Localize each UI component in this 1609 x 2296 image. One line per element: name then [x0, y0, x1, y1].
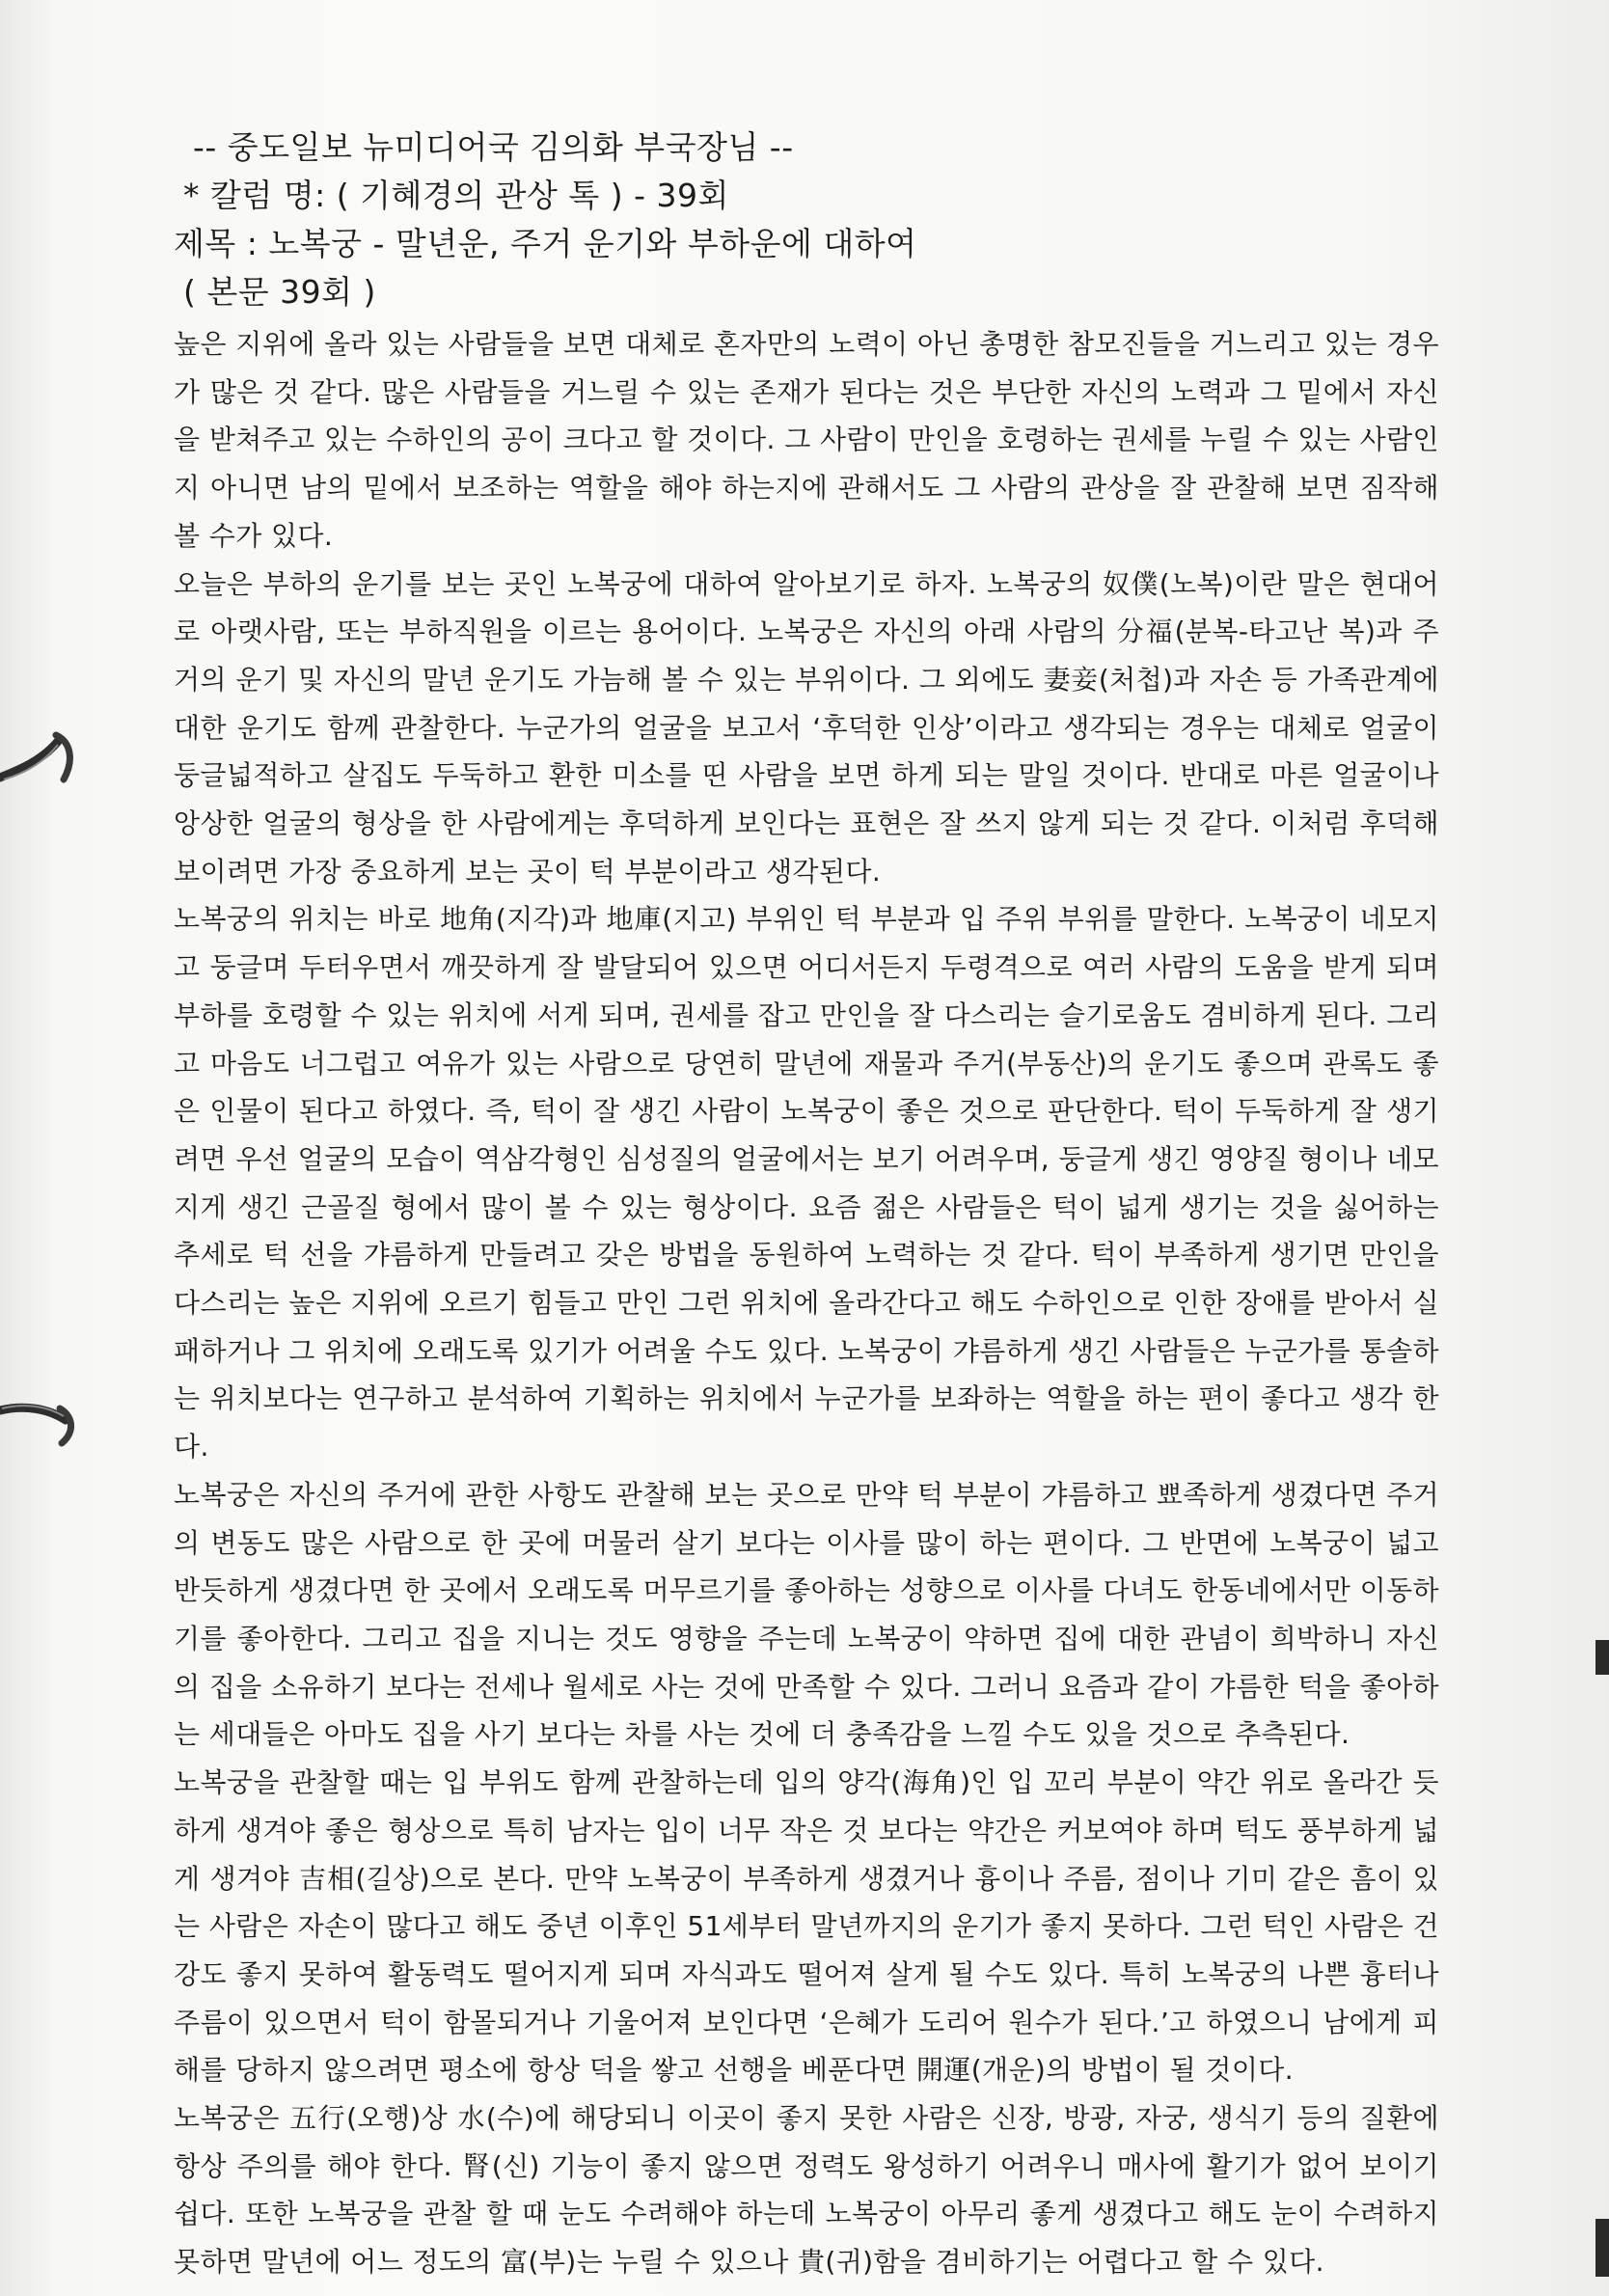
- section-label: ( 본문 39회 ): [183, 273, 376, 311]
- paragraph: 높은 지위에 올라 있는 사람들을 보면 대체로 혼자만의 노력이 아닌 총명한 참모진들을 거느리고 있는 경우가 많은 것 같다. 많은 사람들을 거느릴 수 있는 존재가 된다는 것은 부단한 자신의 노력과 그 밑에서 자신을 받쳐주고 있는 수하인의 공이 크다고 할 것이다. 그 사람이 만인을 호령하는 권세를 누릴 수 있는 사람인지 아니면 남의 밑에서 보조하는 역할을 해야 하는지에 관해서도 그 사람의 관상을 잘 관찰해 보면 짐작해 볼 수가 있다.: [174, 328, 1439, 552]
- article-title: 제목 : 노복궁 - 말년운, 주거 운기와 부하운에 대하여: [174, 225, 917, 262]
- paragraph: 노복궁의 위치는 바로 地角(지각)과 地庫(지고) 부위인 턱 부분과 입 주위 부위를 말한다. 노복궁이 네모지고 둥글며 두터우면서 깨끗하게 잘 발달되어 있으면 어디서든지 두령격으로 여러 사람의 도움을 받게 되며 부하를 호령할 수 있는 위치에 서게 되며, 권세를 잡고 만인을 잘 다스리는 슬기로움도 겸비하게 된다. 그리고 마음도 너그럽고 여유가 있는 사람으로 당연히 말년에 재물과 주거(부동산)의 운기도 좋으며 관록도 좋은 인물이 된다고 하였다. 즉, 턱이 잘 생긴 사람이 노복궁이 좋은 것으로 판단한다. 턱이 두둑하게 잘 생기려면 우선 얼굴의 모습이 역삼각형인 심성질의 얼굴에서는 보기 어려우며, 둥글게 생긴 영양질 형이나 네모지게 생긴 근골질 형에서 많이 볼 수 있는 형상이다. 요즘 젊은 사람들은 턱이 넓게 생기는 것을 싫어하는 추세로 턱 선을 갸름하게 만들려고 갖은 방법을 동원하여 노력하는 것 같다. 턱이 부족하게 생기면 만인을 다스리는 높은 지위에 오르기 힘들고 만인 그런 위치에 올라간다고 해도 수하인으로 인한 장애를 받아서 실패하거나 그 위치에 오래도록 있기가 어려울 수도 있다. 노복궁이 갸름하게 생긴 사람들은 누군가를 통솔하는 위치보다는 연구하고 분석하여 기획하는 위치에서 누군가를 보좌하는 역할을 하는 편이 좋다고 생각 한다.: [174, 903, 1439, 1463]
- scan-edge-mark: [1595, 1640, 1609, 1675]
- paragraph: 노복궁은 자신의 주거에 관한 사항도 관찰해 보는 곳으로 만약 턱 부분이 갸름하고 뾰족하게 생겼다면 주거의 변동도 많은 사람으로 한 곳에 머물러 살기 보다는 이사를 많이 하는 편이다. 그 반면에 노복궁이 넓고 반듯하게 생겼다면 한 곳에서 오래도록 머무르기를 좋아하는 성향으로 이사를 다녀도 한동네에서만 이동하기를 좋아한다. 그리고 집을 지니는 것도 영향을 주는데 노복궁이 약하면 집에 대한 관념이 희박하니 자신의 집을 소유하기 보다는 전세나 월세로 사는 것에 만족할 수 있다. 그러니 요즘과 같이 갸름한 턱을 좋아하는 세대들은 아마도 집을 사기 보다는 차를 사는 것에 더 충족감을 느낄 수도 있을 것으로 추측된다.: [174, 1478, 1439, 1751]
- column-name: * 칼럼 명: ( 기혜경의 관상 톡 ) - 39회: [183, 177, 729, 214]
- scan-edge-mark: [1595, 2219, 1609, 2277]
- paragraph: 노복궁을 관찰할 때는 입 부위도 함께 관찰하는데 입의 양각(海角)인 입 꼬리 부분이 약간 위로 올라간 듯 하게 생겨야 좋은 형상으로 특히 남자는 입이 너무 작은 것 보다는 약간은 커보여야 하며 턱도 풍부하게 넓게 생겨야 吉相(길상)으로 본다. 만약 노복궁이 부족하게 생겼거나 흉이나 주름, 점이나 기미 같은 흠이 있는 사람은 자손이 많다고 해도 중년 이후인 51세부터 말년까지의 운기가 좋지 못하다. 그런 턱인 사람은 건강도 좋지 못하여 활동력도 떨어지게 되며 자식과도 떨어져 살게 될 수도 있다. 특히 노복궁의 나쁜 흉터나 주름이 있으면서 턱이 함몰되거나 기울어져 보인다면 ‘은혜가 도리어 원수가 된다.’고 하였으니 남에게 피해를 당하지 않으려면 평소에 항상 덕을 쌓고 선행을 베푼다면 開運(개운)의 방법이 될 것이다.: [174, 1766, 1439, 2087]
- paragraph: 노복궁은 五行(오행)상 水(수)에 해당되니 이곳이 좋지 못한 사람은 신장, 방광, 자궁, 생식기 등의 질환에 항상 주의를 해야 한다. 腎(신) 기능이 좋지 않으면 정력도 왕성하기 어려우니 매사에 활기가 없어 보이기 쉽다. 또한 노복궁을 관찰 할 때 눈도 수려해야 하는데 노복궁이 아무리 좋게 생겼다고 해도 눈이 수려하지 못하면 말년에 어느 정도의 富(부)는 누릴 수 있으나 貴(귀)함을 겸비하기는 어렵다고 할 수 있다.: [174, 2102, 1439, 2279]
- binder-ring-top: [0, 722, 92, 799]
- article-text: [174, 320, 1439, 2286]
- binder-ring-bottom: [0, 1374, 92, 1451]
- document-body: [174, 123, 1439, 2286]
- paragraph: 오늘은 부하의 운기를 보는 곳인 노복궁에 대하여 알아보기로 하자. 노복궁의 奴僕(노복)이란 말은 현대어로 아랫사람, 또는 부하직원을 이르는 용어이다. 노복궁은 자신의 아래 사람의 分福(분복-타고난 복)과 주거의 운기 및 자신의 말년 운기도 가늠해 볼 수 있는 부위이다. 그 외에도 妻妾(처첩)과 자손 등 가족관계에 대한 운기도 함께 관찰한다. 누군가의 얼굴을 보고서 ‘후덕한 인상’이라고 생각되는 경우는 대체로 얼굴이 둥글넓적하고 살집도 두둑하고 환한 미소를 띤 사람을 보면 하게 되는 말일 것이다. 반대로 마른 얼굴이나 앙상한 얼굴의 형상을 한 사람에게는 후덕하게 보인다는 표현은 잘 쓰지 않게 되는 것 같다. 이처럼 후덕해 보이려면 가장 중요하게 보는 곳이 턱 부분이라고 생각된다.: [174, 567, 1439, 888]
- byline: -- 중도일보 뉴미디어국 김의화 부국장님 --: [193, 128, 794, 166]
